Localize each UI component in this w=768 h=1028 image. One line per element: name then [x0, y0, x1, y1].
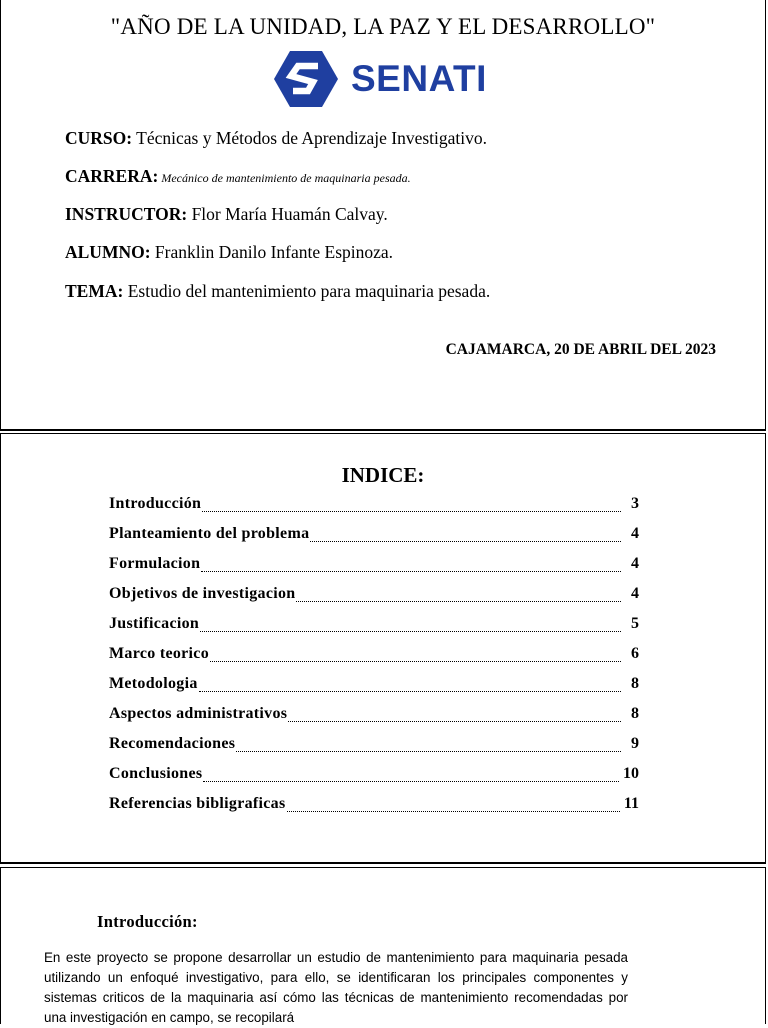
toc-leader	[202, 510, 621, 512]
toc-leader	[199, 690, 621, 692]
carrera-label: CARRERA:	[65, 166, 159, 186]
toc-leader	[288, 720, 621, 722]
toc-leader	[287, 810, 620, 812]
toc-label: Aspectos administrativos	[109, 705, 288, 722]
intro-paragraph: En este proyecto se propone desarrollar un estudio de mantenimiento para maquinaria pesada utilizando un enfoqué investigativo, para ello, se identificaran los principales componentes y sistemas criticos de la maquinaria así cómo las técnicas de mantenimiento recomendadas por una investigación en campo, se recopilará	[44, 950, 628, 1025]
alumno-value: Franklin Danilo Infante Espinoza.	[150, 242, 394, 262]
curso-value: Técnicas y Métodos de Aprendizaje Investigativo.	[132, 128, 488, 148]
toc-label: Referencias bibligraficas	[109, 795, 286, 812]
toc-item	[109, 765, 639, 787]
year-title: "AÑO DE LA UNIDAD, LA PAZ Y EL DESARROLLO"	[110, 14, 656, 39]
toc-item	[109, 645, 639, 667]
toc-leader	[201, 570, 621, 572]
toc-page: 8	[631, 675, 639, 692]
toc-label: Planteamiento del problema	[109, 525, 310, 542]
toc-label: Justificacion	[109, 615, 200, 632]
toc-label: Metodologia	[109, 675, 198, 692]
toc-label: Formulacion	[109, 555, 201, 572]
alumno-field	[65, 242, 393, 263]
toc-page: 11	[623, 795, 639, 812]
index-title: INDICE:	[341, 463, 425, 487]
toc-leader	[210, 660, 621, 662]
toc-leader	[296, 600, 621, 602]
toc-page: 5	[631, 615, 639, 632]
introduction-page	[0, 867, 766, 1024]
toc-leader	[310, 540, 621, 542]
senati-logo	[273, 48, 487, 110]
toc-leader	[203, 780, 619, 782]
toc-label: Marco teorico	[109, 645, 209, 662]
toc-page: 4	[631, 525, 639, 542]
toc-label: Conclusiones	[109, 765, 203, 782]
toc-item	[109, 525, 639, 547]
toc-leader	[236, 750, 621, 752]
toc-page: 3	[631, 495, 639, 512]
alumno-label: ALUMNO:	[65, 242, 151, 262]
toc-item	[109, 495, 639, 517]
senati-emblem-icon	[273, 49, 339, 109]
toc-item	[109, 585, 639, 607]
carrera-field	[65, 166, 411, 187]
curso-field	[65, 128, 487, 149]
instructor-field	[65, 204, 388, 225]
tema-value: Estudio del mantenimiento para maquinaria pesada.	[123, 281, 491, 301]
toc-page: 4	[631, 585, 639, 602]
instructor-value: Flor María Huamán Calvay.	[187, 204, 388, 224]
toc-item	[109, 555, 639, 577]
toc-page: 9	[631, 735, 639, 752]
toc-item	[109, 675, 639, 697]
toc-item	[109, 735, 639, 757]
toc-leader	[200, 630, 621, 632]
toc-label: Recomendaciones	[109, 735, 236, 752]
intro-title: Introducción:	[97, 912, 198, 931]
toc-label: Objetivos de investigacion	[109, 585, 296, 602]
tema-label: TEMA:	[65, 281, 124, 301]
toc-item	[109, 795, 639, 817]
instructor-label: INSTRUCTOR:	[65, 204, 188, 224]
logo-text: SENATI	[351, 58, 487, 99]
toc-item	[109, 705, 639, 727]
toc-page: 10	[623, 765, 639, 782]
toc-item	[109, 615, 639, 637]
cover-page	[0, 0, 766, 431]
toc-page: 6	[631, 645, 639, 662]
index-page	[0, 433, 766, 864]
carrera-value: Mecánico de mantenimiento de maquinaria pesada.	[158, 171, 411, 185]
toc-label: Introducción	[109, 495, 202, 512]
toc-page: 8	[631, 705, 639, 722]
curso-label: CURSO:	[65, 128, 133, 148]
toc-page: 4	[631, 555, 639, 572]
date-line: CAJAMARCA, 20 DE ABRIL DEL 2023	[445, 341, 716, 358]
tema-field	[65, 281, 490, 302]
